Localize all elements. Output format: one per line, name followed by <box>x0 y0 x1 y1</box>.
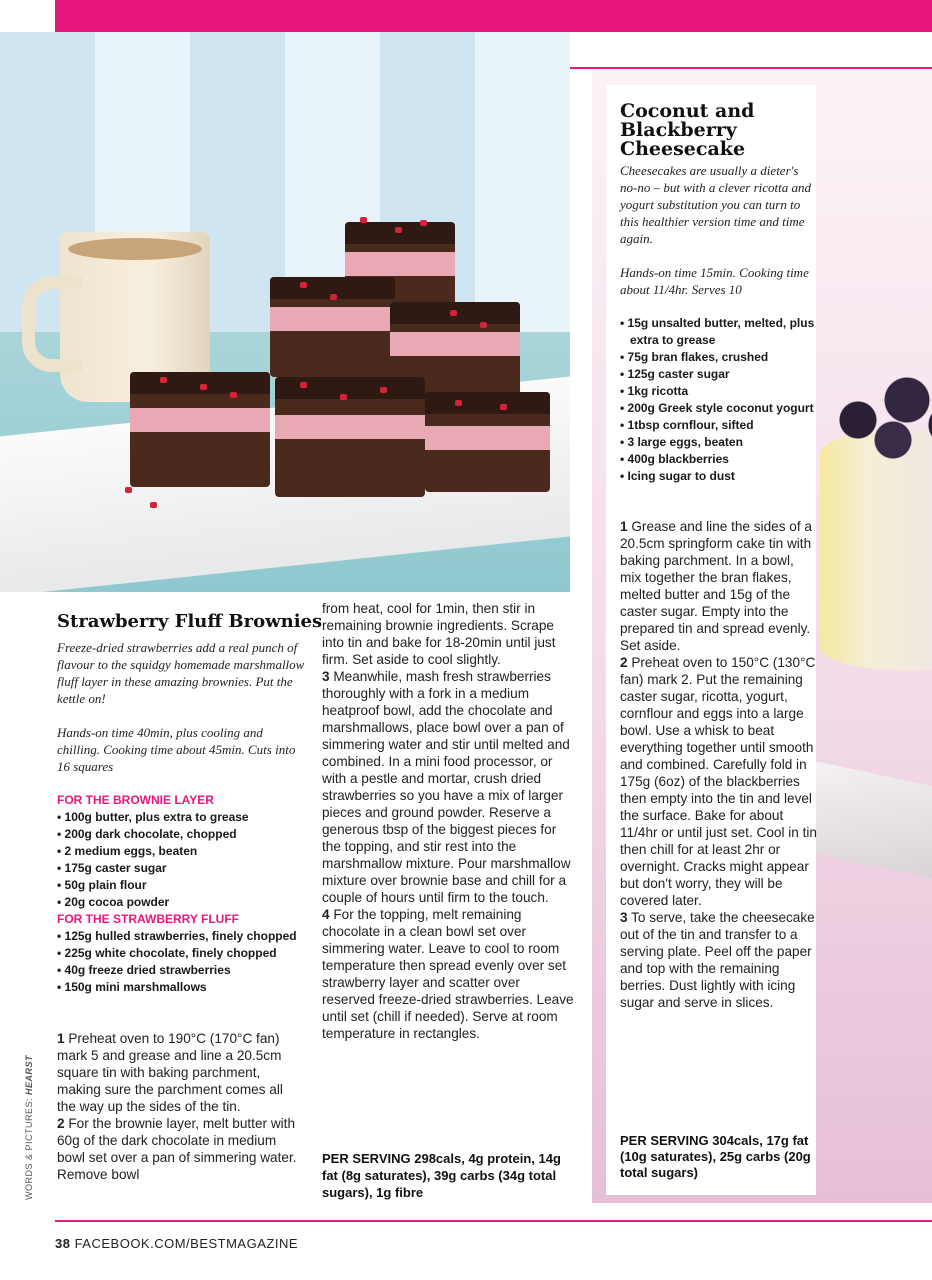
cheesecake-timing: Hands-on time 15min. Cooking time about 11/4hr. Serves 10 <box>620 265 809 297</box>
ingredient-item: • 125g caster sugar <box>620 367 730 381</box>
right-top-rule <box>570 67 932 69</box>
ingredient-item: • 125g hulled strawberries, finely chopped <box>57 929 297 943</box>
cheesecake-nutrition: PER SERVING 304cals, 17g fat (10g saturates), 25g carbs (20g total sugars) <box>620 1133 811 1180</box>
step-number: 2 <box>620 655 628 670</box>
step-text: For the topping, melt remaining chocolate in a clean bowl set over simmering water. Leave to cool to room temperature then spread evenly over set strawberry layer and scatter over reserved freeze-dried strawberries. Leave until set (chill if needed). Serve at room temperature in rectangles. <box>322 907 574 1041</box>
ingredient-item: • 15g unsalted butter, melted, plus extra to grease <box>620 316 815 347</box>
brownies-photo <box>0 32 570 592</box>
page-footer <box>55 1236 298 1251</box>
ingredient-item: • 50g plain flour <box>57 878 147 892</box>
method-step <box>322 906 574 1042</box>
section-heading-strawberry-fluff: FOR THE STRAWBERRY FLUFF <box>57 912 239 926</box>
method-step <box>57 1115 305 1183</box>
page-number: 38 <box>55 1236 71 1251</box>
step-text: Grease and line the sides of a 20.5cm springform cake tin with baking parchment. In a bowl, mix together the bran flakes, melted butter and 15g of the caster sugar. Empty into the prepared tin and spread evenly. Set aside. <box>620 519 812 653</box>
ingredient-item: • 200g dark chocolate, chopped <box>57 827 237 841</box>
brownie-layer-list <box>57 809 317 911</box>
method-step <box>620 518 818 654</box>
method-step <box>57 1030 305 1115</box>
ingredient-item: • 20g cocoa powder <box>57 895 170 909</box>
credit-source: HEARST <box>24 1054 34 1095</box>
photo-credit <box>24 1055 34 1200</box>
method-step <box>620 909 818 1011</box>
step-number: 3 <box>322 669 330 684</box>
method-step <box>322 668 574 906</box>
step-number: 3 <box>620 910 628 925</box>
ingredient-item: • 150g mini marshmallows <box>57 980 207 994</box>
step-text: Preheat oven to 150°C (130°C fan) mark 2. Put the remaining caster sugar, ricotta, yogurt, cornflour and eggs into a large bowl. Use a whisk to beat everything together until smooth and combined. Carefully fold in 175g (6oz) of the blackberries then empty into the tin and level the surface. Bake for about 11/4hr or until just set. Cool in tin then chill for at least 2hr or overnight. Cracks might appear but don't worry, they will be covered later. <box>620 655 817 908</box>
section-heading-brownie-layer: FOR THE BROWNIE LAYER <box>57 793 214 807</box>
cheesecake-ingredients-list <box>620 315 820 485</box>
method-step <box>620 654 818 909</box>
ingredient-item: • 175g caster sugar <box>57 861 167 875</box>
ingredient-item: • 75g bran flakes, crushed <box>620 350 769 364</box>
step-text: Meanwhile, mash fresh strawberries thoroughly with a fork in a medium heatproof bowl, add the chocolate and marshmallows, place bowl over a pan of simmering water and stir until melted and combined. In a mini food processor, or with a pestle and mortar, crush dried strawberries so you have a mix of larger pieces and ground powder. Reserve a generous tbsp of the biggest pieces for the topping, and stir rest into the marshmallow mixture. Pour marshmallow mixture over brownie base and chill for a couple of hours until firm to the touch. <box>322 669 571 905</box>
step-text: To serve, take the cheesecake out of the tin and transfer to a serving plate. Peel off the paper and top with the remaining berries. Dust lightly with icing sugar and serve in slices. <box>620 910 815 1010</box>
top-accent-bar <box>55 0 932 32</box>
ingredient-item: • 2 medium eggs, beaten <box>57 844 198 858</box>
brownies-timing: Hands-on time 40min, plus cooling and chilling. Cooking time about 45min. Cuts into 16 squares <box>57 725 296 774</box>
step-number: 4 <box>322 907 330 922</box>
step-text: For the brownie layer, melt butter with 60g of the dark chocolate in medium bowl set over a pan of simmering water. Remove bowl <box>57 1116 297 1182</box>
ingredient-item: • Icing sugar to dust <box>620 469 735 483</box>
footer-rule <box>55 1220 932 1222</box>
ingredient-item: • 400g blackberries <box>620 452 729 466</box>
brownies-method-col1 <box>57 1030 305 1183</box>
step-number: 2 <box>57 1116 65 1131</box>
ingredient-item: • 200g Greek style coconut yogurt <box>620 401 814 415</box>
ingredient-item: • 1kg ricotta <box>620 384 689 398</box>
brownies-intro: Freeze-dried strawberries add a real punch of flavour to the squidgy homemade marshmallow fluff layer in these amazing brownies. Put the kettle on! <box>57 640 305 706</box>
brownies-recipe-title: Strawberry Fluff Brownies <box>57 611 323 632</box>
step-text: Preheat oven to 190°C (170°C fan) mark 5 and grease and line a 20.5cm square tin with baking parchment, making sure the parchment comes all the way up the sides of the tin. <box>57 1031 283 1114</box>
step-number: 1 <box>57 1031 65 1046</box>
ingredient-item: • 1tbsp cornflour, sifted <box>620 418 754 432</box>
cheesecake-recipe-title: Coconut and Blackberry Cheesecake <box>620 100 755 160</box>
cheesecake-image <box>820 430 932 670</box>
credit-label: WORDS & PICTURES: <box>24 1094 34 1200</box>
brownies-nutrition: PER SERVING 298cals, 4g protein, 14g fat (8g saturates), 39g carbs (34g total sugars), 1g fibre <box>322 1151 561 1200</box>
cheesecake-method <box>620 518 818 1011</box>
strawberry-fluff-list <box>57 928 317 996</box>
ingredient-item: • 3 large eggs, beaten <box>620 435 743 449</box>
ingredient-item: • 100g butter, plus extra to grease <box>57 810 249 824</box>
ingredient-item: • 225g white chocolate, finely chopped <box>57 946 277 960</box>
method-step-continued: from heat, cool for 1min, then stir in remaining brownie ingredients. Scrape into tin and bake for 18-20min until just firm. Set aside to cool slightly. <box>322 601 556 667</box>
step-number: 1 <box>620 519 628 534</box>
brownies-method-col2 <box>322 600 574 1042</box>
footer-site-link[interactable]: FACEBOOK.COM/BESTMAGAZINE <box>70 1236 299 1251</box>
brownies-ingredients <box>57 792 317 996</box>
ingredient-item: • 40g freeze dried strawberries <box>57 963 231 977</box>
cheesecake-intro: Cheesecakes are usually a dieter's no-no – but with a clever ricotta and yogurt substitution you can turn to this healthier version time and time again. <box>620 163 812 246</box>
